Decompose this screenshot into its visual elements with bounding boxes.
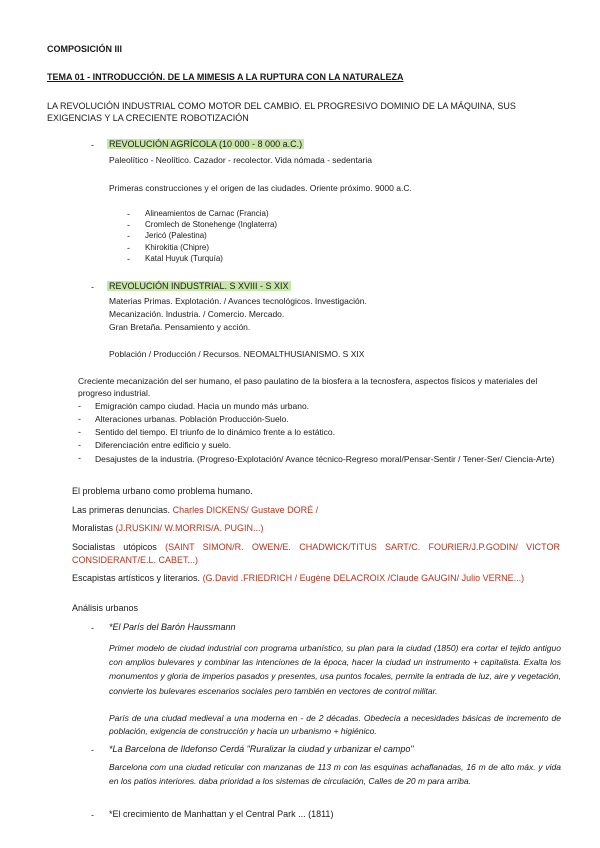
industrial-bullet: - xyxy=(91,282,94,292)
moralists-line xyxy=(72,523,264,533)
manhattan-title: *El crecimiento de Manhattan y el Central Park ... (1811) xyxy=(109,809,334,819)
agricultural-heading-text: REVOLUCIÓN AGRÍCOLA (10 000 - 8 000 a.C.) xyxy=(109,139,303,149)
population-line: Población / Producción / Recursos. NEOMALTHUSIANISMO. S XIX xyxy=(109,349,365,359)
list-item: Khirokitia (Chipre) xyxy=(145,243,210,252)
list-item: Cromlech de Stonehenge (Inglaterra) xyxy=(145,220,278,229)
list-item: Desajustes de la industria. (Progreso-Explotación/ Avance técnico-Regreso moral/Pensar-Sentir / Tener-Ser/ Ciencia-Arte) xyxy=(95,454,555,464)
moralists-label: Moralistas xyxy=(72,523,114,533)
list-item: Alineamientos de Carnac (Francia) xyxy=(145,209,269,218)
industrial-line-3: Gran Bretaña. Pensamiento y acción. xyxy=(109,322,251,332)
agricultural-line-1: Paleolítico - Neolítico. Cazador - recolector. Vida nómada - sedentaria xyxy=(109,155,373,165)
escapists-names: (G.David .FRIEDRICH / Eugène DELACROIX /Claude GAUGIN/ Julio VERNE...) xyxy=(202,573,525,583)
industrial-heading-text: REVOLUCIÓN INDUSTRIAL. S XVIII - S XIX xyxy=(109,281,289,291)
industrial-line-2: Mecanización. Industria. / Comercio. Mercado. xyxy=(109,309,285,319)
utopians-label: Socialistas utópicos xyxy=(72,542,157,552)
list-item: Alteraciones urbanas. Población Producción-Suelo. xyxy=(95,414,289,424)
utopians-line xyxy=(72,541,560,567)
barcelona-paragraph: Barcelona com una ciudad reticular con manzanas de 113 m con las esquinas achaflanadas, 16 m de alto máx. y vida en los patios interiores. daba prioridad a los sistemas de circulación, Calles de 20 m para arriba. xyxy=(109,762,561,786)
moralists-names: (J.RUSKIN/ W.MORRIS/A. PUGIN...) xyxy=(115,523,264,533)
mechanization-intro: Creciente mecanización del ser humano, el paso paulatino de la biosfera a la tecnosfera, aspectos físicos y materiales del progreso industrial. xyxy=(78,376,538,398)
denunciations-names: Charles DICKENS/ Gustave DORÉ / xyxy=(172,505,319,515)
list-item: Emigración campo ciudad. Hacia un mundo más urbano. xyxy=(95,401,310,411)
urban-problem: El problema urbano como problema humano. xyxy=(72,486,253,496)
document-page: COMPOSICIÓN III TEMA 01 - INTRODUCCIÓN. DE LA MIMESIS A LA RUPTURA CON LA NATURALEZA LA REVOLUCIÓN INDUSTRIAL COMO MOTOR DEL CAMBIO. EL PROGRESIVO DOMINIO DE LA MÁQUINA, SUS EXIGENCIAS Y LA CRECIENTE ROBOTIZACIÓN - REVOLUCIÓN AGRÍCOLA (10 000 - 8 000 a.C.) Paleolítico - Neolítico. Cazador - recolector. Vida nómada - sedentaria Primeras construcciones y el origen de las ciudades. Oriente próximo. 9000 a.C. - Alineamientos de Carnac (Francia) - Cromlech de Stonehenge (Inglaterra) - Jericó (Palestina) - Khirokitia (Chipre) - Katal Huyuk (Turquía) - REVOLUCIÓN INDUSTRIAL. S XVIII - S XIX Materias Primas. Explotación. / Avances tecnológicos. Investigación. Mecanización. Industria. / Comercio. Mercado. Gran Bretaña. Pensamiento y acción. Población / Producción / Recursos. NEOMALTHUSIANISMO. S XIX Creciente mecanización del ser humano, el paso paulatino de la biosfera a la tecnosfera, aspectos físicos y materiales del progreso industrial. - Emigración campo ciudad. Hacia un mundo más urbano. - Alteraciones urbanas. Población Producción-Suelo. - Sentido del tiempo. El triunfo de lo dinámico frente a lo estático. - Diferenciación entre edificio y suelo. - Desajustes de la industria. (Progreso-Explotación/ Avance técnico-Regreso moral/Pensar-Sentir / Tener-Ser/ Ciencia-Arte) El problema urbano como problema humano. Las primeras denuncias. Charles DICKENS/ Gustave DORÉ / Moralistas (J.RUSKIN/ W.MORRIS/A. PUGIN...) Socialistas utópicos (SAINT SIMON/R. OWEN/E. CHADWICK/TITUS SART/C. FOURIER/J.P.GODIN/ VICTOR CONSIDERANT/E.L. CABET...) Escapistas artísticos y literarios. (G.David .FRIEDRICH / Eugène DELACROIX /Claude GAUGIN/ Julio VERNE...) Análisis urbanos - *El París del Barón Haussmann Primer modelo de ciudad industrial con programa urbanístico, su plan para la ciudad (1850) era cortar el tejido antiguo con amplios bulevares y combinar las intenciones de la época, hacer la ciudad un instrumento + capitalista. Exalta los monumentos y gloria de imperios pasados y presentes, usa puntos focales, permite la entrada de luz, aire y vegetación, convierte los bulevares escenarios sociales pero también en vectores de control militar. París de una ciudad medieval a una moderna en - de 2 décadas. Obedecía a necesidades básicas de incremento de población, exigencia de construcción y hacia un urbanismo + higiénico. - *La Barcelona de Ildefonso Cerdá "Ruralizar la ciudad y urbanizar el campo" Barcelona com una ciudad reticular con manzanas de 113 m con las esquinas achaflanadas, 16 m de alto máx. y vida en los patios interiores. daba prioridad a los sistemas de circulación, Calles de 20 m para arriba. - *El crecimiento de Manhattan y el Central Park ... (1811) xyxy=(0,0,600,848)
denunciations-label: Las primeras denuncias. xyxy=(72,505,171,515)
agricultural-heading xyxy=(107,139,304,149)
industrial-line-1: Materias Primas. Explotación. / Avances tecnológicos. Investigación. xyxy=(109,296,367,306)
list-item: Diferenciación entre edificio y suelo. xyxy=(95,440,232,450)
escapists-line xyxy=(72,572,560,585)
list-item: Sentido del tiempo. El triunfo de lo dinámico frente a lo estático. xyxy=(95,427,336,437)
topic-title: TEMA 01 - INTRODUCCIÓN. DE LA MIMESIS A LA RUPTURA CON LA NATURALEZA xyxy=(47,72,404,82)
list-item: Jericó (Palestina) xyxy=(145,231,207,240)
paris-title: *El París del Barón Haussmann xyxy=(109,622,236,632)
course-title: COMPOSICIÓN III xyxy=(47,44,123,54)
section-subtitle: LA REVOLUCIÓN INDUSTRIAL COMO MOTOR DEL CAMBIO. EL PROGRESIVO DOMINIO DE LA MÁQUINA, SUS EXIGENCIAS Y LA CRECIENTE ROBOTIZACIÓN xyxy=(47,101,516,123)
escapists-label: Escapistas artísticos y literarios. xyxy=(72,573,201,583)
agricultural-line-2: Primeras construcciones y el origen de las ciudades. Oriente próximo. 9000 a.C. xyxy=(109,183,412,193)
paris-paragraph-2: París de una ciudad medieval a una moderna en - de 2 décadas. Obedecía a necesidades básicas de incremento de población, exigencia de construcción y hacia un urbanismo + higiénico. xyxy=(109,713,561,736)
industrial-heading xyxy=(107,281,291,291)
utopians-names: (SAINT SIMON/R. OWEN/E. CHADWICK/TITUS SART/C. FOURIER/J.P.GODIN/ VICTOR CONSIDERANT/E.L. CABET...) xyxy=(72,542,560,565)
analysis-heading: Análisis urbanos xyxy=(72,603,139,613)
barcelona-title: *La Barcelona de Ildefonso Cerdá "Ruralizar la ciudad y urbanizar el campo" xyxy=(109,744,414,754)
denunciations-line xyxy=(72,505,318,515)
agricultural-bullet: - xyxy=(91,140,94,150)
list-item: Katal Huyuk (Turquía) xyxy=(145,254,223,263)
paris-paragraph-1: Primer modelo de ciudad industrial con programa urbanístico, su plan para la ciudad (1850) era cortar el tejido antiguo con amplios bulevares y combinar las intenciones de la época, hacer la ciudad un instrumento + capitalista. Exalta los monumentos y gloria de imperios pasados y presentes, usa puntos focales, permite la entrada de luz, aire y vegetación, convierte los bulevares escenarios sociales pero también en vectores de control militar. xyxy=(109,643,561,696)
